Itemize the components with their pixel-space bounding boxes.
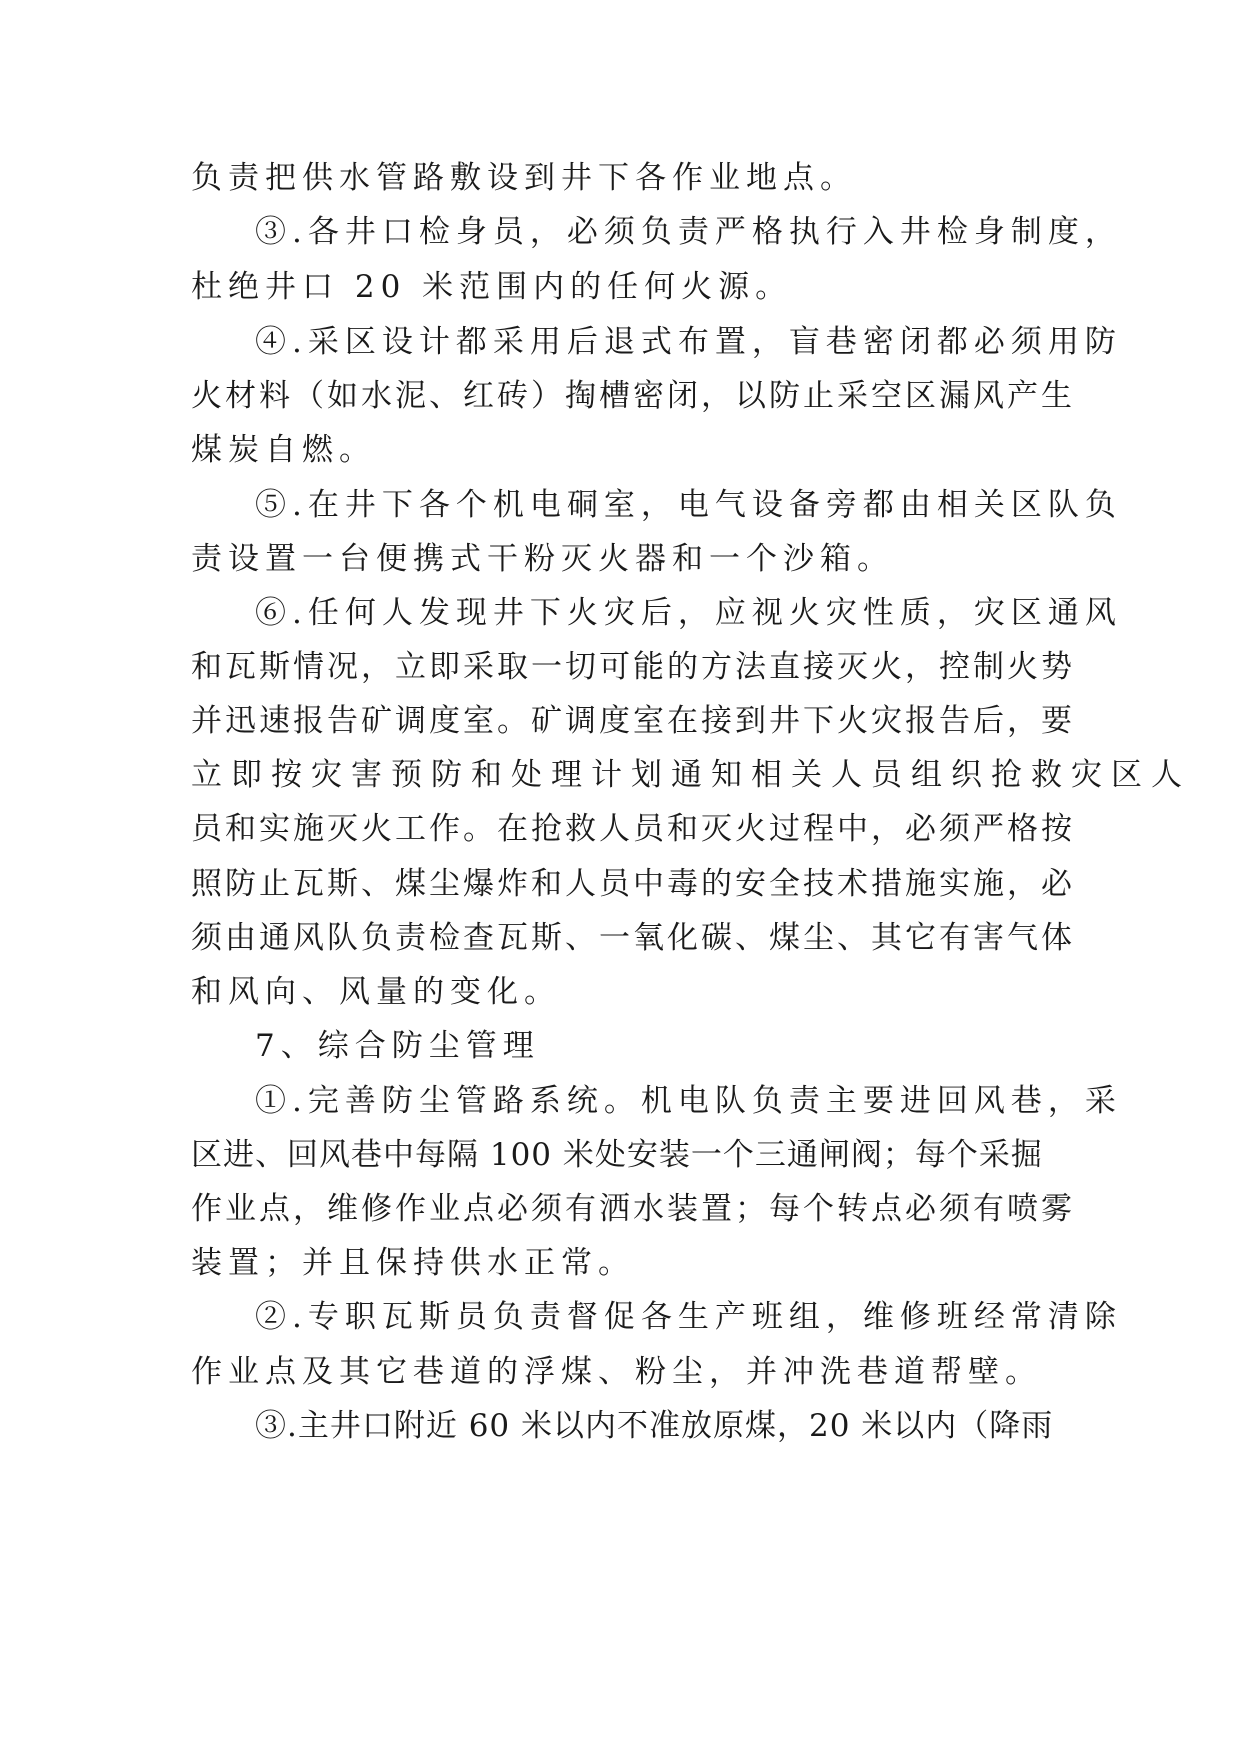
text-line: 装置；并且保持供水正常。 [191, 1245, 635, 1281]
text-line: ④.采区设计都采用后退式布置，盲巷密闭都必须用防 [255, 324, 1122, 360]
text-line: 和瓦斯情况，立即采取一切可能的方法直接灭火，控制火势 [191, 649, 1075, 685]
text-line: 作业点及其它巷道的浮煤、粉尘，并冲洗巷道帮壁。 [191, 1354, 1042, 1390]
text-line: ⑥.任何人发现井下火灾后，应视火灾性质，灾区通风 [255, 595, 1122, 631]
text-line: 员和实施灭火工作。在抢救人员和灭火过程中，必须严格按 [191, 811, 1075, 847]
text-line: 火材料（如水泥、红砖）掏槽密闭，以防止采空区漏风产生 [191, 378, 1075, 414]
text-line: 并迅速报告矿调度室。矿调度室在接到井下火灾报告后，要 [191, 703, 1075, 739]
section-heading: 7、综合防尘管理 [255, 1028, 540, 1064]
text-line: 杜绝井口 20 米范围内的任何火源。 [191, 269, 793, 305]
text-line: 负责把供水管路敷设到井下各作业地点。 [191, 160, 857, 196]
text-line: ⑤.在井下各个机电硐室，电气设备旁都由相关区队负 [255, 487, 1122, 523]
text-line: ①.完善防尘管路系统。机电队负责主要进回风巷，采 [255, 1083, 1122, 1119]
text-line: 区进、回风巷中每隔 100 米处安装一个三通闸阀；每个采掘 [191, 1137, 1043, 1173]
text-line: 须由通风队负责检查瓦斯、一氧化碳、煤尘、其它有害气体 [191, 920, 1075, 956]
text-line: ③.各井口检身员，必须负责严格执行入井检身制度， [255, 214, 1122, 250]
text-line: 责设置一台便携式干粉灭火器和一个沙箱。 [191, 541, 894, 577]
text-line: ③.主井口附近 60 米以内不准放原煤，20 米以内（降雨 [255, 1408, 1054, 1444]
text-line: 立即按灾害预防和处理计划通知相关人员组织抢救灾区人 [191, 757, 1191, 793]
text-line: 作业点，维修作业点必须有洒水装置；每个转点必须有喷雾 [191, 1191, 1075, 1227]
text-line: 和风向、风量的变化。 [191, 974, 561, 1010]
text-line: 照防止瓦斯、煤尘爆炸和人员中毒的安全技术措施实施，必 [191, 866, 1075, 902]
text-line: 煤炭自燃。 [191, 432, 376, 468]
text-line: ②.专职瓦斯员负责督促各生产班组，维修班经常清除 [255, 1299, 1122, 1335]
